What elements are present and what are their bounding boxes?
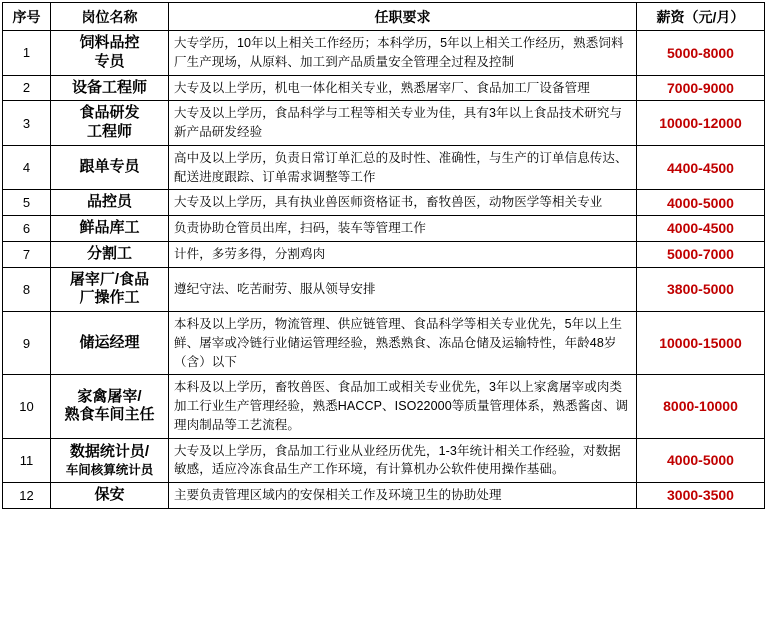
job-title-line: 数据统计员/: [69, 443, 150, 461]
column-header-requirement: 任职要求: [169, 3, 637, 31]
row-index: 1: [3, 31, 51, 76]
job-listing-table: [2, 2, 765, 509]
row-pay: 4000-5000: [637, 438, 765, 483]
row-job-title: [51, 31, 169, 76]
row-index: 6: [3, 216, 51, 242]
column-header-pay: 薪资（元/月）: [637, 3, 765, 31]
table-header-row: [3, 3, 765, 31]
row-pay: 3800-5000: [637, 267, 765, 312]
table-row: [3, 190, 765, 216]
job-title-line: 鲜品库工: [79, 219, 140, 236]
row-job-title: [51, 145, 169, 190]
table-row: [3, 438, 765, 483]
row-pay: 3000-3500: [637, 483, 765, 509]
row-job-title: [51, 241, 169, 267]
row-job-title: [51, 312, 169, 375]
row-job-title: [51, 216, 169, 242]
row-index: 2: [3, 75, 51, 101]
table-row: [3, 241, 765, 267]
row-job-title: [51, 438, 169, 483]
job-title-line: 食品研发: [79, 104, 140, 122]
table-row: [3, 216, 765, 242]
row-requirement: 大专学历，10年以上相关工作经历；本科学历，5年以上相关工作经历，熟悉饲料厂生产现场，从原料、加工到产品质量安全管理全过程及控制: [169, 31, 637, 76]
job-title-line: 保安: [94, 486, 125, 503]
row-job-title: [51, 75, 169, 101]
row-index: 8: [3, 267, 51, 312]
job-title-line: 设备工程师: [71, 78, 147, 96]
row-requirement: 大专及以上学历，食品科学与工程等相关专业为佳，具有3年以上食品技术研究与新产品研发经验: [169, 101, 637, 146]
row-requirement: 计件，多劳多得，分割鸡肉: [169, 241, 637, 267]
job-title-line: 屠宰厂/食品: [69, 270, 150, 288]
job-title-line: 家禽屠宰/: [77, 387, 142, 405]
table-row: [3, 267, 765, 312]
row-index: 12: [3, 483, 51, 509]
row-requirement: 大专及以上学历，食品加工行业从业经历优先，1-3年统计相关工作经验，对数据敏感，适应冷冻食品生产工作环境，有计算机办公软件使用操作基础。: [169, 438, 637, 483]
row-pay: 7000-9000: [637, 75, 765, 101]
row-pay: 4000-5000: [637, 190, 765, 216]
job-title-line: 车间核算统计员: [65, 462, 154, 477]
column-header-index: 序号: [3, 3, 51, 31]
job-title-line: 分割工: [86, 244, 132, 262]
job-title-line: 跟单专员: [79, 158, 140, 176]
row-requirement: 遵纪守法、吃苦耐劳、服从领导安排: [169, 267, 637, 312]
row-index: 3: [3, 101, 51, 146]
row-index: 9: [3, 312, 51, 375]
table-row: [3, 75, 765, 101]
table-row: [3, 375, 765, 438]
table-row: [3, 145, 765, 190]
row-requirement: 负责协助仓管员出库，扫码，装车等管理工作: [169, 216, 637, 242]
job-title-line: 工程师: [86, 123, 132, 140]
row-job-title: [51, 375, 169, 438]
row-pay: 5000-8000: [637, 31, 765, 76]
job-title-line: 品控员: [86, 193, 132, 211]
row-requirement: 本科及以上学历，畜牧兽医、食品加工或相关专业优先，3年以上家禽屠宰或肉类加工行业生产管理经验，熟悉HACCP、ISO22000等质量管理体系，熟悉酱卤、调理肉制品等工艺流程。: [169, 375, 637, 438]
row-requirement: 本科及以上学历，物流管理、供应链管理、食品科学等相关专业优先，5年以上生鲜、屠宰或冷链行业储运管理经验，熟悉熟食、冻品仓储及运输特性，年龄48岁（含）以下: [169, 312, 637, 375]
table-row: [3, 31, 765, 76]
row-pay: 10000-15000: [637, 312, 765, 375]
job-title-line: 饲料品控: [79, 34, 140, 51]
job-title-line: 熟食车间主任: [64, 406, 155, 424]
job-title-line: 储运经理: [79, 333, 140, 351]
row-index: 10: [3, 375, 51, 438]
row-pay: 5000-7000: [637, 241, 765, 267]
row-requirement: 大专及以上学历，机电一体化相关专业，熟悉屠宰厂、食品加工厂设备管理: [169, 75, 637, 101]
job-title-line: 厂操作工: [79, 289, 140, 307]
row-job-title: [51, 483, 169, 509]
table-header: [3, 3, 765, 31]
row-index: 7: [3, 241, 51, 267]
table-row: [3, 483, 765, 509]
row-job-title: [51, 190, 169, 216]
table-row: [3, 101, 765, 146]
job-title-line: 专员: [94, 52, 125, 70]
row-index: 4: [3, 145, 51, 190]
table-body: [3, 31, 765, 509]
row-pay: 10000-12000: [637, 101, 765, 146]
row-pay: 4400-4500: [637, 145, 765, 190]
row-pay: 4000-4500: [637, 216, 765, 242]
row-requirement: 主要负责管理区域内的安保相关工作及环境卫生的协助处理: [169, 483, 637, 509]
table-row: [3, 312, 765, 375]
row-requirement: 大专及以上学历，具有执业兽医师资格证书，畜牧兽医，动物医学等相关专业: [169, 190, 637, 216]
row-pay: 8000-10000: [637, 375, 765, 438]
row-index: 5: [3, 190, 51, 216]
row-job-title: [51, 267, 169, 312]
row-job-title: [51, 101, 169, 146]
row-index: 11: [3, 438, 51, 483]
column-header-title: 岗位名称: [51, 3, 169, 31]
row-requirement: 高中及以上学历，负责日常订单汇总的及时性、准确性，与生产的订单信息传达、配送进度跟踪、订单需求调整等工作: [169, 145, 637, 190]
